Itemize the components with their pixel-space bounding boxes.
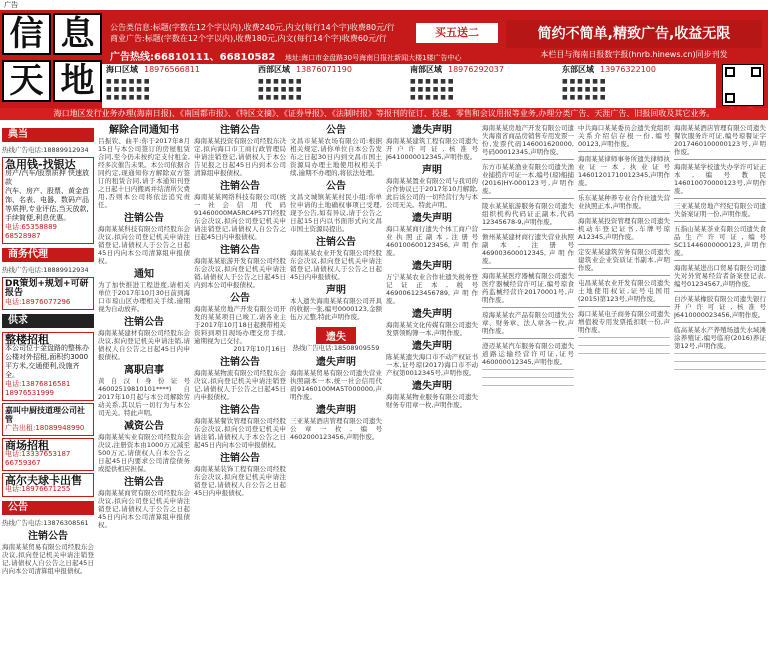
notice-body: 为了加快推进工程进度,请相关单位于2017年10月30日前到海口市琼山区办理相关手续,逾期视为自动放弃。 (98, 281, 190, 313)
notice-lost: 五指山某某茶业有限公司遗失食品生产许可证,编号SC11446000000123,声明作废。 (674, 225, 766, 257)
notice-title: 遗失声明 (316, 405, 356, 416)
notice-lost (386, 340, 478, 377)
lost-phone: 热线广告电话:18508909559 (292, 344, 380, 352)
text-filler (482, 369, 574, 389)
notice-notification (98, 268, 190, 313)
pricing-line-1: 公告类信息:标题(字数在12个字以内),收费240元,内文(每行14个字)收费80元/行 (110, 23, 395, 32)
masthead-char-2: 息 (53, 13, 102, 55)
notice-left-1 (2, 530, 94, 575)
column-5 (482, 124, 574, 668)
notice-body: 海南某某科技有限公司经股东会决议,拟向公司登记机关申请注销登记,请债权人于公告之日起45日内向本公司清算组申报债权。 (98, 225, 190, 265)
ad-golf-card (2, 473, 94, 497)
notice-lost: 中共海口某某委员会遗失党组织关系介绍信存根一份,编号00123,声明作废。 (578, 124, 670, 148)
notice-lost: 琼海某某农产品有限公司遗失公章、财务章、法人章各一枚,声明作废。 (482, 311, 574, 335)
notice-title: 注销公告 (220, 357, 260, 368)
ad-lease-phone: 电话:13876816581 18976531999 (5, 380, 71, 397)
column-6 (578, 124, 670, 668)
notice-lost: 海南某某学校遗失办学许可证正本,编号教民146010070000123号,声明作废。 (674, 163, 766, 195)
notice-title: 通知 (134, 269, 154, 280)
notice-title: 公告 (326, 181, 346, 192)
notice-cancel (98, 476, 190, 529)
notice-title: 声明 (326, 285, 346, 296)
notice-cancel (98, 316, 190, 361)
ad-mall-lease (2, 438, 94, 471)
notice-date: 2017年10月16日 (233, 345, 286, 353)
notice-lost: 屯昌某某农业开发有限公司遗失土地使用权证,证号屯国用(2015)第123号,声明作废。 (578, 279, 670, 303)
notice-cancel (194, 404, 286, 449)
ad-kitchen (2, 403, 94, 436)
ad-yinda-title: 急用钱-找银达 (5, 158, 76, 171)
notice-title: 注销公告 (316, 237, 356, 248)
ad-yinda (2, 157, 94, 244)
sync-note: 本栏目与海南日报数字报(hnrb.hinews.cn)同步刊发 (540, 50, 728, 59)
notice-announcement (290, 124, 382, 177)
notice-resignation (98, 364, 190, 417)
notice-lost: 乐东某某种养专业合作社遗失营业执照正本,声明作废。 (578, 194, 670, 210)
lost-tag: 遗失 (316, 327, 356, 344)
agency-phone: 热线广告电话:18889912934 (2, 266, 89, 274)
notice-body: 海南某某建筑工程有限公司遗失开户许可证,核准号J6410000012345,声明作废。 (386, 137, 478, 161)
notice-statement (290, 284, 382, 321)
masthead-banner (0, 10, 768, 108)
notice-body: 海南某某商贸有限公司经股东会决议,拟向公司登记机关申请注销登记,请债权人于公告之日起45日内向本公司清算组申报债权。 (98, 489, 190, 529)
notice-cancel (290, 236, 382, 281)
ad-yinda-phone: 电话:65358889 68528987 (5, 223, 57, 240)
notice-body: 海南某某贸易有限公司经股东会决议,拟向登记机关申请注销登记,请债权人自公告之日起45日内向本公司清算组申报债权。 (2, 543, 94, 575)
notice-lost: 海口某某电子商务有限公司遗失增值税专用发票抵扣联一份,声明作废。 (578, 310, 670, 334)
masthead-char-4: 地 (53, 60, 102, 102)
notice-lost: 儋州某某建材商行遗失营业执照副本,注册号469003600012345,声明作废。 (482, 233, 574, 265)
column-2 (194, 124, 286, 668)
ad-kitchen-phone: 广告出租:18089948990 (5, 424, 85, 432)
notice-body: 海南某某文化传媒有限公司遗失发票领购簿一本,声明作废。 (386, 321, 478, 337)
section-label: 广告 (4, 1, 18, 9)
column-3 (290, 124, 382, 668)
notice-title: 公告 (326, 125, 346, 136)
notice-lost: 海南某某律师事务所遗失律师执业证一本,执业证号14601201710012345,声明作废。 (578, 155, 670, 187)
notice-lost (386, 124, 478, 161)
ad-dr-phone: 电话:18976077296 (5, 298, 71, 306)
notice-capital-reduction (98, 420, 190, 473)
hotline-text: 广告热线:66810111、66810582 (110, 52, 276, 63)
notice-lost (386, 380, 478, 409)
ad-golf-title: 高尔夫球卡出售 (5, 474, 82, 487)
notice-title: 注销公告 (220, 181, 260, 192)
notice-cancel (194, 452, 286, 497)
distribution-notice: 海口地区发行业务办理(海南日报)、《南国都市报》、《特区文摘》、《证券导报》、《法制时报》等报刊的征订、投递、零售和会议用报等业务,办理分类广告、天涯广告、旧报回收及其它业务。 (0, 108, 768, 120)
notice-body: 海南某某置业有限公司与我司的合作协议已于2017年10月解除,此后该公司的一切经营行为与本公司无关。特此声明。 (386, 177, 478, 209)
notice-lost: 三亚某某房地产经纪有限公司遗失备案证明一份,声明作废。 (674, 202, 766, 218)
notice-title: 遗失声明 (412, 381, 452, 392)
notice-body: 海南某某旅游开发有限公司经股东会决议,拟向登记机关申请注销,请债权人于公告之日起45日内到本公司申报债权。 (194, 257, 286, 289)
notice-title: 注销公告 (220, 453, 260, 464)
notice-announcement (290, 180, 382, 233)
ad-building-lease (2, 332, 94, 401)
ad-mall-title: 商场招租 (5, 439, 49, 452)
notice-title: 注销公告 (124, 317, 164, 328)
masthead-char-3: 天 (2, 60, 51, 102)
ad-mall-phone: 电话:13337653187 66759367 (5, 450, 71, 467)
notice-body: 海南某某装饰工程有限公司经股东会决议,拟向登记机关申请注销登记,请债权人自公告之日起45日内申报债权。 (194, 465, 286, 497)
hotline-address: 地址:海口市金盘路30号海南日报社新闻大楼1楼广告中心 (284, 54, 462, 62)
notice-title: 减资公告 (124, 421, 164, 432)
notice-lost (290, 404, 382, 441)
notice-title: 遗失声明 (412, 341, 452, 352)
notice-title: 注销公告 (220, 125, 260, 136)
notice-cancel (194, 356, 286, 401)
column-7 (674, 124, 766, 668)
notice-cancel (194, 180, 286, 241)
notice-title: 遗失声明 (316, 357, 356, 368)
notice-body: 海南某某农业开发有限公司经股东会决议,拟向登记机关申请注销登记,请债权人于公告之日起45日内申报债权。 (290, 249, 382, 281)
notice-title: 注销公告 (124, 477, 164, 488)
ad-pricing-info (110, 22, 410, 44)
notice-title: 遗失声明 (412, 261, 452, 272)
notice-lost: 海南某某医疗器械有限公司遗失医疗器械经营许可证,编号琼食药监械经营许20170001号,声明作废。 (482, 272, 574, 304)
notice-contract-termination (98, 124, 190, 209)
ad-yinda-body: 汽车、房产、股票、黄金首饰、名表、电器、数码产品等质押,专业评估,当天放款,手续简便,利息优惠。 (5, 187, 89, 222)
notice-body: 本人遗失海南某某有限公司开具的收据一张,编号0000123,金额伍万元整,特此声明作废。 (290, 297, 382, 321)
notice-title: 解除合同通知书 (109, 125, 179, 136)
notice-lost: 海南某某投资管理有限公司遗失机动车登记证书,车牌号琼A12345,声明作废。 (578, 217, 670, 241)
notice-lost: 临高某某水产养殖场遗失水域滩涂养殖证,编号临府(2016)养证第12号,声明作废。 (674, 326, 766, 350)
notice-body: 海南某某投资有限公司经股东决定,拟向海口市工商行政管理局申请注销登记,请债权人于本公告见报之日起45日内到本公司清算组申报债权。 (194, 137, 286, 177)
notice-lost: 澄迈某某汽车服务有限公司遗失道路运输经营许可证,证号460000012345,声明作废。 (482, 342, 574, 366)
notice-body: 海南某某物业服务有限公司遗失财务专用章一枚,声明作废。 (386, 393, 478, 409)
announcement-phone: 热线广告电话:13876308561 (2, 519, 89, 527)
region-bar (102, 64, 716, 76)
ad-golf-phone: 电话:18976671255 (5, 485, 71, 493)
region-south: 南部区域 18976292037 (410, 65, 504, 74)
ad-lease-body: 本公司位于金盘路的整栋办公楼对外招租,面积约3000平方米,交通便利,设施齐全。 (5, 344, 89, 379)
notice-lost (290, 356, 382, 401)
text-filler (674, 353, 766, 373)
notice-title: 注销公告 (28, 531, 68, 542)
notice-body: 海南某某物流有限公司经股东会决议,拟向登记机关申请注销登记,请债权人于公告之日起45日内申报债权。 (194, 369, 286, 401)
notice-body: 陈某某遗失海口市不动产权证书一本,证号琼(2017)海口市不动产权第0012345号,声明作废。 (386, 353, 478, 377)
notice-body: 三亚某某酒店管理有限公司遗失公章一枚,编号4602000123456,声明作废。 (290, 417, 382, 441)
notice-body: 海南某某实业有限公司经股东会决议,注册资本由1000万元减至500万元,请债权人自本公告之日起45日内要求公司清偿债务或提供相应担保。 (98, 433, 190, 473)
column-4 (386, 124, 478, 668)
notice-body: 万宁某某农业合作社遗失税务登记证正本,税号469006123456789,声明作废。 (386, 273, 478, 305)
notice-title: 遗失声明 (412, 213, 452, 224)
notice-cancel (194, 244, 286, 289)
ad-kitchen-title: 嘉叫中厨技道理公司社管 (5, 406, 85, 424)
notice-body: 海南某某建材有限公司经股东会决议,拟向登记机关申请注销,请债权人自公告之日起45日内申报债权。 (98, 329, 190, 361)
notice-title: 遗失声明 (412, 125, 452, 136)
lost-section-header (290, 325, 382, 352)
left-column (2, 124, 94, 668)
notice-body: 海南某某房地产开发有限公司开发的某某项目已竣工,请各业主于2017年10月18日起携带相关资料到项目现场办理交房手续,逾期视为已交付。 (194, 305, 286, 345)
masthead-char-1: 信 (2, 13, 51, 55)
notice-lost: 陵水某某旅游服务有限公司遗失组织机构代码证正副本,代码12345678-9,声明作废。 (482, 202, 574, 226)
notice-title: 公告 (230, 293, 250, 304)
notice-body: 文昌市某某农场有限公司:根据相关规定,请你单位自本公告发布之日起30日内到文昌市国土资源局办理土地使用权相关手续,逾期不办理的,将依法处理。 (290, 137, 382, 177)
notice-lost: 白沙某某橡胶有限公司遗失银行开户许可证,核准号J6410000023456,声明作废。 (674, 295, 766, 319)
notice-lost: 定安某某建筑劳务有限公司遗失建筑业企业资质证书副本,声明作废。 (578, 248, 670, 272)
notice-body: 黄自汉(身份证号46002519810101****)自2017年10月起与本公司解除劳动关系,其以后一切行为与本公司无关。特此声明。 (98, 377, 190, 417)
region-haikou: 海口区域 18976566811 (106, 65, 200, 74)
notice-cancel (194, 124, 286, 177)
qr-code (722, 64, 764, 106)
notice-title: 注销公告 (220, 245, 260, 256)
region-east: 东部区域 13976322100 (562, 65, 656, 74)
ad-dr-planning (2, 277, 94, 310)
notice-lost: 东方市某某渔业有限公司遗失渔业捕捞许可证一本,编号(琼)船捕(2016)HY-000123号,声明作废。 (482, 163, 574, 195)
section-announcement: 公告 (2, 501, 94, 515)
region-west: 西部区域 13876071190 (258, 65, 352, 74)
notice-title: 离职启事 (124, 365, 164, 376)
section-supply: 供求 (2, 314, 94, 328)
section-pawn: 典当 (2, 128, 94, 142)
notice-cancel (98, 212, 190, 265)
notice-body: 海口某某商行遗失个体工商户营业执照正副本,注册号460100600123456,声明作废。 (386, 225, 478, 257)
column-1 (98, 124, 190, 668)
pawn-phone: 热线广告电话:18889912934 (2, 146, 89, 154)
notice-statement (386, 164, 478, 209)
notice-body: 文昌文城镇某某村民小组:你单位申请的土地确权事项已受理,现予公告,如有异议,请于公告之日起15日内以书面形式向文昌市国土资源局提出。 (290, 193, 382, 233)
notice-announcement (194, 292, 286, 353)
notice-title: 注销公告 (220, 405, 260, 416)
agent-contact-tables: ■ ■ ■ ■ ■ ■ ■ ■ ■ ■ ■ ■ ■ ■ ■ ■ ■ ■ ■ ■ ■ ■ ■ ■ ■ ■ ■ ■ ■ ■ ■ ■ ■ ■ ■ ■ ■ ■ ■ ■ ■ ■ ■ ■ ■ ■ ■ ■ ■ ■ ■ ■ ■ ■ ■ ■ ■ ■ ■ ■ ■ ■ ■ ■ ■ ■ ■ ■ ■ ■ ■ ■ (102, 76, 716, 108)
notice-lost: 海南某某房地产开发有限公司遗失海南省商品房销售专用发票一份,发票代码146001620000,号码00012345,声明作废。 (482, 124, 574, 156)
notice-title: 注销公告 (124, 213, 164, 224)
notice-body: 海南某某餐饮管理有限公司经股东会决议,拟向公司登记机关申请注销,请债权人于本公告之日起45日内向本公司申报债权。 (194, 417, 286, 449)
notice-title: 遗失声明 (412, 309, 452, 320)
notice-body: 海南某某贸易有限公司遗失营业执照副本一本,统一社会信用代码91460100MA5T000000,声明作废。 (290, 369, 382, 401)
ad-dr-title: DR策划+规划+可研报告 (5, 279, 89, 298)
notice-lost (386, 308, 478, 337)
ad-hotline (110, 48, 462, 63)
ad-yinda-sub: 房产/汽车/股票质押 快速放款 (5, 169, 89, 186)
notice-lost (386, 212, 478, 257)
notice-lost: 海南某某酒店管理有限公司遗失餐饮服务许可证,编号琼餐证字2017460100000123号,声明作废。 (674, 124, 766, 156)
promo-badge: 买五送二 (416, 23, 498, 43)
text-filler (578, 337, 670, 357)
notice-body: 吕振钦、曲平:你于2017年8月15日与本公司签订的房屋租赁合同,至今仍未按约定支付租金,经多次催告未果。本公司依据合同约定,现通知你方解除双方签订的租赁合同,请于本通知刊登之日起十日内搬离并结清所欠费用,否则本公司将依法追究责任。 (98, 137, 190, 209)
notice-lost: 海南某某进出口贸易有限公司遗失对外贸易经营者备案登记表,编号01234567,声明作废。 (674, 264, 766, 288)
slogan: 简约不简单,精致广告,收益无限 (506, 20, 762, 48)
notice-body: 海南某某网络科技有限公司(统一社会信用代码91460000MA5RC4P57T)经股东会决议,拟向公司登记机关申请注销登记,请债权人自公告之日起45日内申报债权。 (194, 193, 286, 241)
notice-title: 声明 (422, 165, 442, 176)
section-agency: 商务代理 (2, 248, 94, 262)
notice-lost (386, 260, 478, 305)
pricing-line-2: 商业广告:标题(字数在12个字以内),收费180元,内文(每行14个字)收费60元/行 (110, 34, 387, 43)
ad-lease-title: 整楼招租 (5, 333, 49, 346)
